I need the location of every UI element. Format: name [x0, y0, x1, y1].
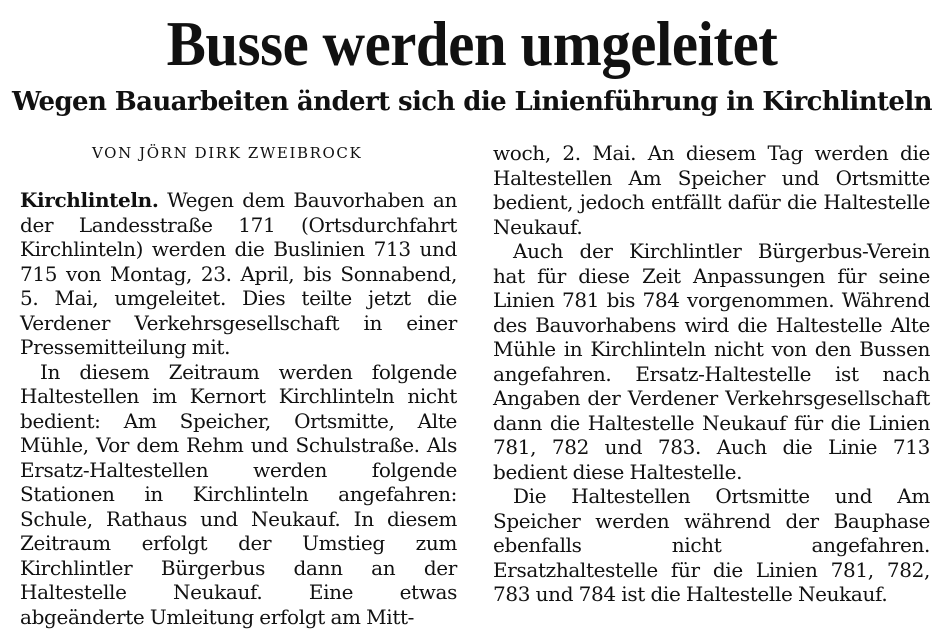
article-column-left	[20, 188, 457, 629]
paragraph-1	[20, 188, 457, 360]
paragraph-3: woch, 2. Mai. An diesem Tag werden die Haltestellen Am Speicher und Ortsmitte bedient, jedoch entfällt dafür die Haltestelle Neukauf.	[493, 141, 930, 239]
article-headline: Busse werden umgeleitet	[38, 8, 906, 80]
article-byline: VON JÖRN DIRK ZWEIBROCK	[92, 142, 362, 164]
dateline: Kirchlinteln.	[20, 188, 159, 212]
paragraph-5: Die Haltestellen Ortsmitte und Am Speicher werden während der Bauphase ebenfalls nicht angefahren. Ersatzhaltestelle für die Linien 781, 782, 783 und 784 ist die Haltestelle Neukauf.	[493, 484, 930, 607]
paragraph-1-text: Wegen dem Bauvorhaben an der Landesstraße 171 (Ortsdurchfahrt Kirchlinteln) werden die Buslinien 713 und 715 von Montag, 23. April, bis Sonnabend, 5. Mai, umgeleitet. Dies teilte jetzt die Verdener Verkehrsgesellschaft in einer Pressemitteilung mit.	[20, 188, 457, 359]
article-subheadline: Wegen Bauarbeiten ändert sich die Linienführung in Kirchlinteln	[0, 86, 944, 118]
article-column-right	[493, 141, 930, 607]
paragraph-2: In diesem Zeitraum werden folgende Haltestellen im Kernort Kirchlinteln nicht bedient: Am Speicher, Ortsmitte, Alte Mühle, Vor dem Rehm und Schulstraße. Als Ersatz-Haltestellen werden folgende Stationen in Kirchlinteln angefahren: Schule, Rathaus und Neukauf. In diesem Zeitraum erfolgt der Umstieg zum Kirchlintler Bürgerbus dann an der Haltestelle Neukauf. Eine etwas abgeänderte Umleitung erfolgt am Mitt-	[20, 360, 457, 629]
paragraph-4: Auch der Kirchlintler Bürgerbus-Verein hat für diese Zeit Anpassungen für seine Linien 781 bis 784 vorgenommen. Während des Bauvorhabens wird die Haltestelle Alte Mühle in Kirchlinteln nicht von den Bussen angefahren. Ersatz-Haltestelle ist nach Angaben der Verdener Verkehrsgesellschaft dann die Haltestelle Neukauf für die Linien 781, 782 und 783. Auch die Linie 713 bedient diese Haltestelle.	[493, 239, 930, 484]
